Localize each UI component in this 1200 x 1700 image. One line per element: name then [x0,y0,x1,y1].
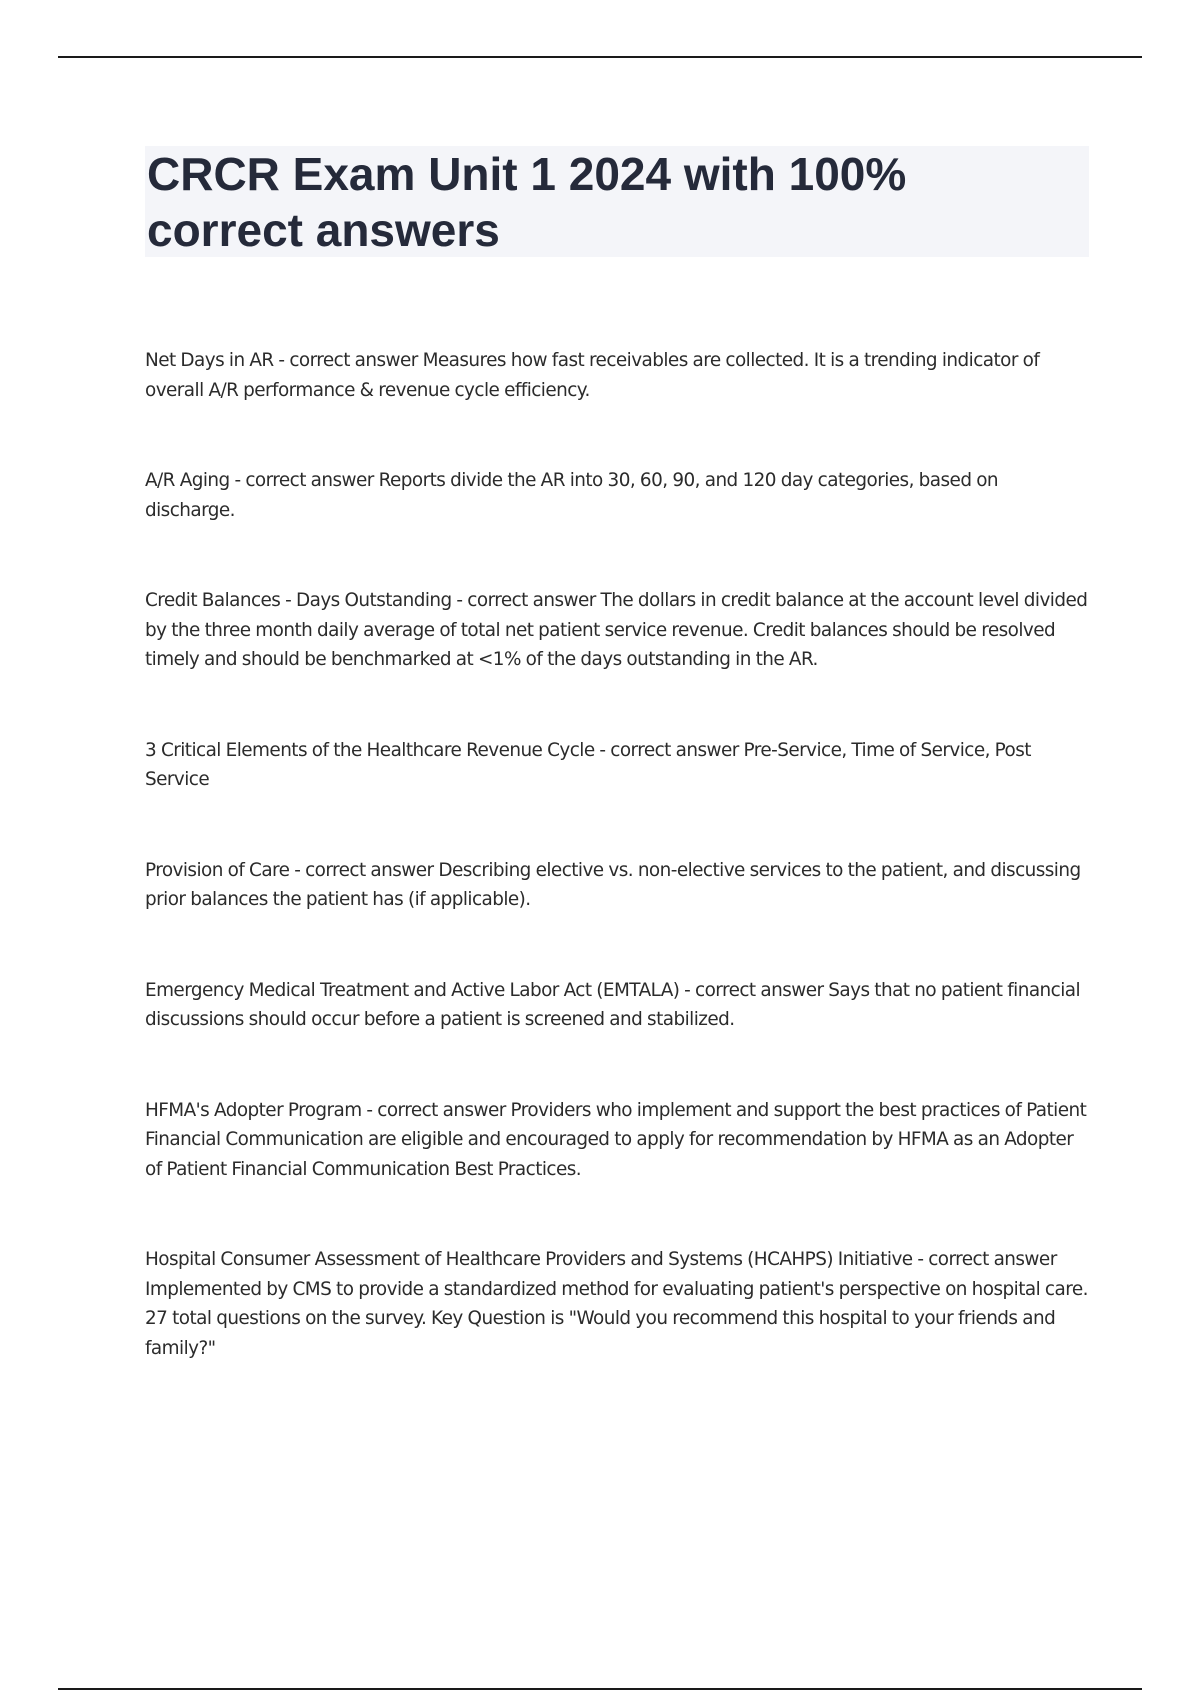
footer-divider [58,1688,1142,1690]
qa-item-hcahps: Hospital Consumer Assessment of Healthcare Providers and Systems (HCAHPS) Initiative - correct answer Implemented by CMS to provide a standardized method for evaluating patient's perspective on hospital care. 27 total questions on the survey. Key Question is "Would you recommend this hospital to your friends and family?" [145,1249,1088,1359]
title-banner [145,146,1089,257]
qa-item-critical-elements: 3 Critical Elements of the Healthcare Revenue Cycle - correct answer Pre-Service, Time of Service, Post Service [145,739,1031,790]
qa-list [145,346,1089,1424]
qa-item-credit-balances: Credit Balances - Days Outstanding - correct answer The dollars in credit balance at the account level divided by the three month daily average of total net patient service revenue. Credit balances should be resolved timely and should be benchmarked at <1% of the days outstanding in the AR. [145,590,1088,670]
qa-item-net-days-in-ar: Net Days in AR - correct answer Measures how fast receivables are collected. It is a trending indicator of overall A/R performance & revenue cycle efficiency. [145,350,1040,401]
page-title: CRCR Exam Unit 1 2024 with 100% correct answers [147,148,907,256]
qa-item-hfma-adopter: HFMA's Adopter Program - correct answer Providers who implement and support the best practices of Patient Financial Communication are eligible and encouraged to apply for recommendation by HFMA as an Adopter of Patient Financial Communication Best Practices. [145,1099,1087,1180]
header-divider [58,56,1142,58]
qa-item-provision-of-care: Provision of Care - correct answer Describing elective vs. non-elective services to the patient, and discussing prior balances the patient has (if applicable). [145,859,1081,910]
qa-item-emtala: Emergency Medical Treatment and Active Labor Act (EMTALA) - correct answer Says that no patient financial discussions should occur before a patient is screened and stabilized. [145,979,1081,1030]
qa-item-ar-aging: A/R Aging - correct answer Reports divide the AR into 30, 60, 90, and 120 day categories, based on discharge. [145,470,999,521]
